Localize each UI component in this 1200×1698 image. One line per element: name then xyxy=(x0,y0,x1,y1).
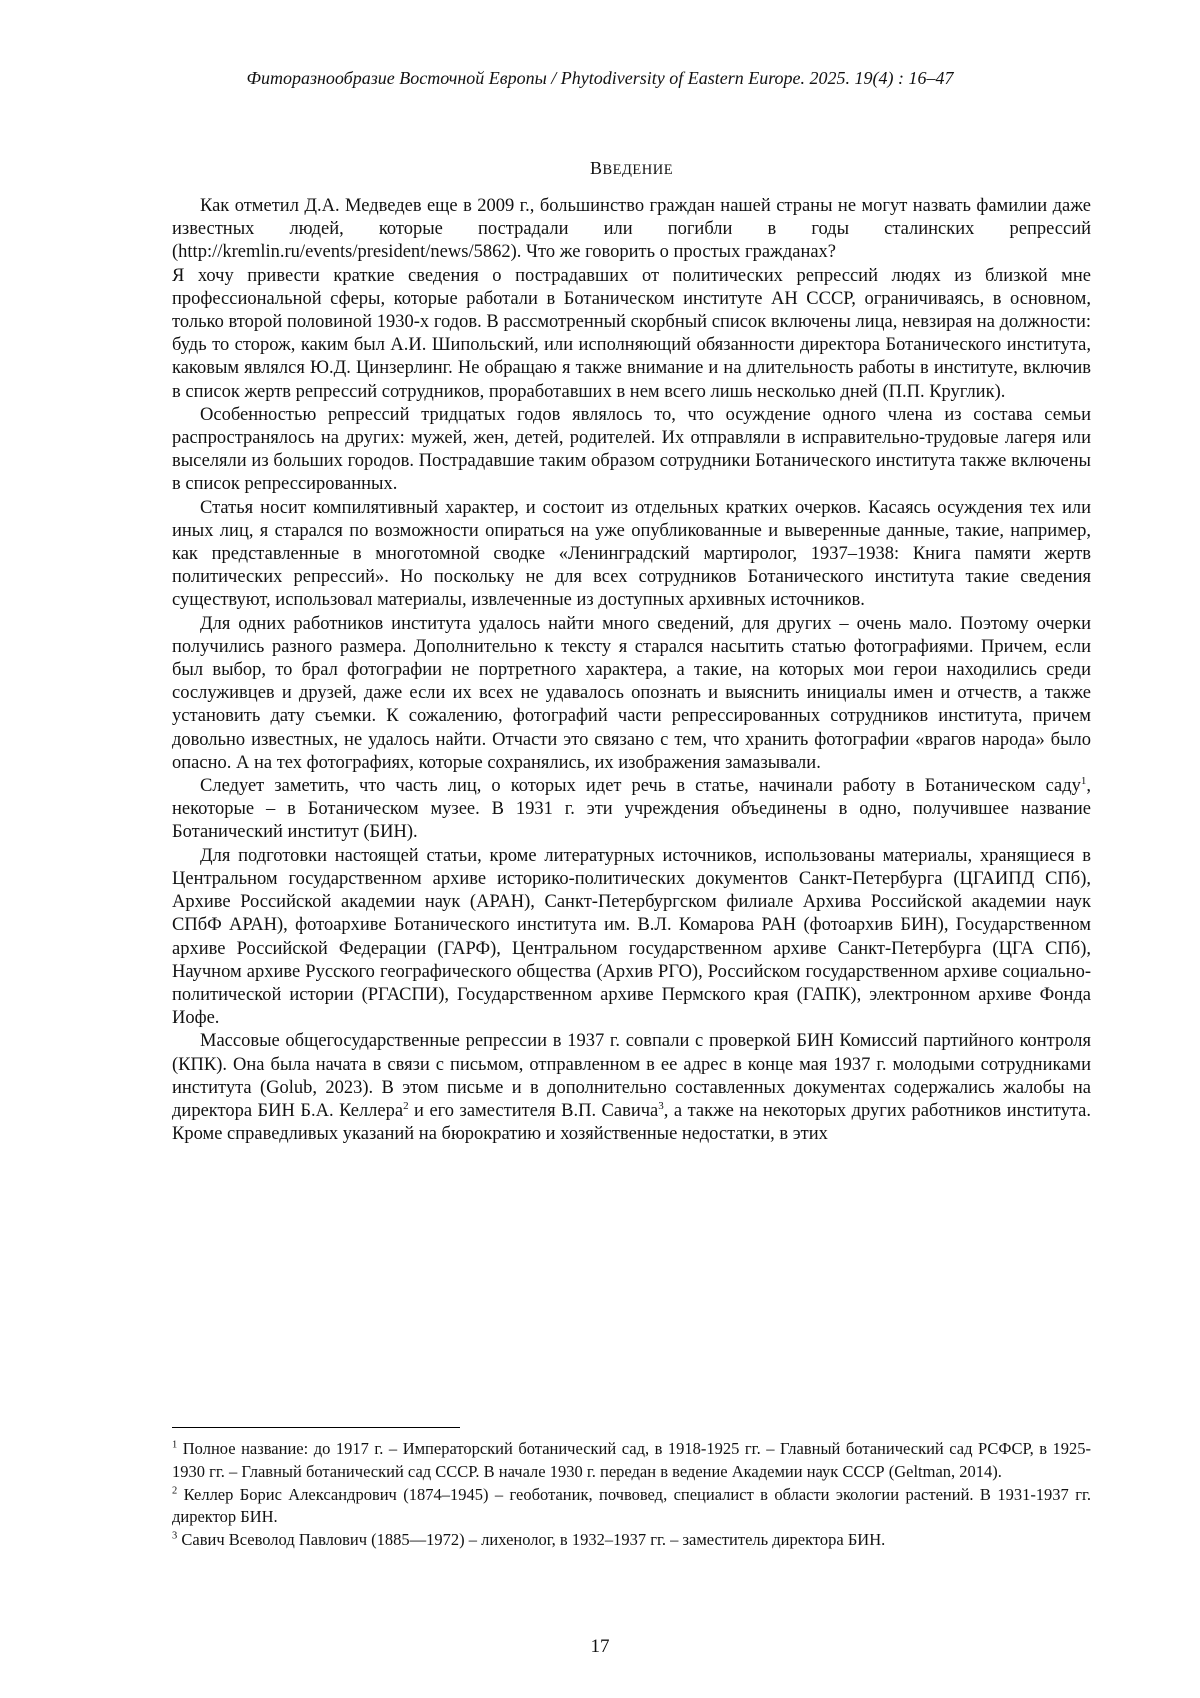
paragraph-2: Я хочу привести краткие сведения о пострадавших от политических репрессий людях из близкой мне профессиональной сферы, которые работали в Ботаническом институте АН СССР, ограничиваясь, в основном, только второй половиной 1930-х годов. В рассмотренный скорбный список включены лица, невзирая на должности: будь то сторож, каким был А.И. Шипольский, или исполняющий обязанности директора Ботанического института, каковым являлся Ю.Д. Цинзерлинг. Не обращаю я также внимание и на длительность работы в институте, включив в список жертв репрессий сотрудников, проработавших в нем всего лишь несколько дней (П.П. Круглик). xyxy=(172,265,1091,404)
paragraph-8-text-b: и его заместителя В.П. Савича xyxy=(409,1101,659,1121)
paragraph-8 xyxy=(172,1030,1091,1146)
paragraph-1: Как отметил Д.А. Медведев еще в 2009 г., большинство граждан нашей страны не могут назвать фамилии даже известных людей, которые пострадали или погибли в годы сталинских репрессий (http://kremlin.ru/events/president/news/5862). Что же говорить о простых гражданах? xyxy=(172,195,1091,265)
footnote-2 xyxy=(172,1484,1091,1530)
footnote-mark: 3 xyxy=(172,1531,177,1542)
footnote-ref-1[interactable]: 1 xyxy=(1081,775,1087,787)
section-title-rest: ВЕДЕНИЕ xyxy=(602,162,673,178)
footnote-mark: 1 xyxy=(172,1440,177,1451)
paragraph-8-text-c: , а также на некоторых других работников института. Кроме справедливых указаний на бюрократию и хозяйственные недостатки, в этих xyxy=(172,1101,1091,1144)
section-title xyxy=(172,158,1091,179)
footnote-text: Полное название: до 1917 г. – Императорский ботанический сад, в 1918-1925 гг. – Главный ботанический сад РСФСР, в 1925-1930 гг. – Главный ботанический сад СССР. В начале 1930 г. передан в ведение Академии наук СССР (Geltman, 2014). xyxy=(172,1439,1091,1481)
page-number: 17 xyxy=(0,1636,1200,1658)
paragraph-7: Для подготовки настоящей статьи, кроме литературных источников, использованы материалы, хранящиеся в Центральном государственном архиве историко-политических документов Санкт-Петербурга (ЦГАИПД СПб), Архиве Российской академии наук (АРАН), Санкт-Петербургском филиале Архива Российской академии наук СПбФ АРАН), фотоархиве Ботанического института им. В.Л. Комарова РАН (фотоархив БИН), Государственном архиве Российской Федерации (ГАРФ), Центральном государственном архиве Санкт-Петербурга (ЦГА СПб), Научном архиве Русского географического общества (Архив РГО), Российском государственном архиве социально-политической истории (РГАСПИ), Государственном архиве Пермского края (ГАПК), электронном архиве Фонда Иофе. xyxy=(172,845,1091,1031)
paragraph-8-text-a: Массовые общегосударственные репрессии в 1937 г. совпали с проверкой БИН Комиссий партийного контроля (КПК). Она была начата в связи с письмом, отправленном в ее адрес в конце мая 1937 г. молодыми сотрудниками института (Golub, 2023). В этом письме и в дополнительно составленных документах содержались жалобы на директора БИН Б.А. Келлера xyxy=(172,1031,1091,1121)
footnote-ref-3[interactable]: 3 xyxy=(658,1100,664,1112)
journal-page xyxy=(0,0,1200,1698)
paragraph-4: Статья носит компилятивный характер, и состоит из отдельных кратких очерков. Касаясь осуждения тех или иных лиц, я старался по возможности опираться на уже опубликованные и выверенные данные, такие, например, как представленные в многотомной сводке «Ленинградский мартиролог, 1937–1938: Книга памяти жертв политических репрессий». Но поскольку не для всех сотрудников Ботанического института такие сведения существуют, использовал материалы, извлеченные из доступных архивных источников. xyxy=(172,497,1091,613)
paragraph-3: Особенностью репрессий тридцатых годов являлось то, что осуждение одного члена из состава семьи распространялось на других: мужей, жен, детей, родителей. Их отправляли в исправительно-трудовые лагеря или выселяли из больших городов. Пострадавшие таким образом сотрудники Ботанического института также включены в список репрессированных. xyxy=(172,404,1091,497)
paragraph-5: Для одних работников института удалось найти много сведений, для других – очень мало. Поэтому очерки получились разного размера. Дополнительно к тексту я старался насытить статью фотографиями. Причем, если был выбор, то брал фотографии не портретного характера, а такие, на которых мои герои находились среди сослуживцев и друзей, даже если их всех не удавалось опознать и выяснить инициалы имен и отчеств, а также установить дату съемки. К сожалению, фотографий части репрессированных сотрудников института, причем довольно известных, не удалось найти. Отчасти это связано с тем, что хранить фотографии «врагов народа» было опасно. А на тех фотографиях, которые сохранялись, их изображения замазывали. xyxy=(172,613,1091,775)
paragraph-6 xyxy=(172,775,1091,845)
paragraph-6-text-a: Следует заметить, что часть лиц, о которых идет речь в статье, начинали работу в Ботаническом саду xyxy=(200,776,1081,796)
article-body xyxy=(172,158,1091,1146)
running-header: Фиторазнообразие Восточной Европы / Phytodiversity of Eastern Europe. 2025. 19(4) : 16–47 xyxy=(0,68,1200,89)
footnote-1 xyxy=(172,1438,1091,1484)
paragraph-6-text-b: , некоторые – в Ботаническом музее. В 1931 г. эти учреждения объединены в одно, получившее название Ботанический институт (БИН). xyxy=(172,776,1091,842)
section-title-initial: В xyxy=(590,158,603,178)
footnote-separator xyxy=(172,1427,460,1428)
footnote-ref-2[interactable]: 2 xyxy=(403,1100,409,1112)
footnotes xyxy=(172,1438,1091,1552)
footnote-mark: 2 xyxy=(172,1485,177,1496)
footnote-3 xyxy=(172,1529,1091,1552)
footnote-text: Келлер Борис Александрович (1874–1945) – геоботаник, почвовед, специалист в области экологии растений. В 1931-1937 гг. директор БИН. xyxy=(172,1485,1091,1527)
footnote-text: Савич Всеволод Павлович (1885—1972) – лихенолог, в 1932–1937 гг. – заместитель директора БИН. xyxy=(177,1530,885,1549)
